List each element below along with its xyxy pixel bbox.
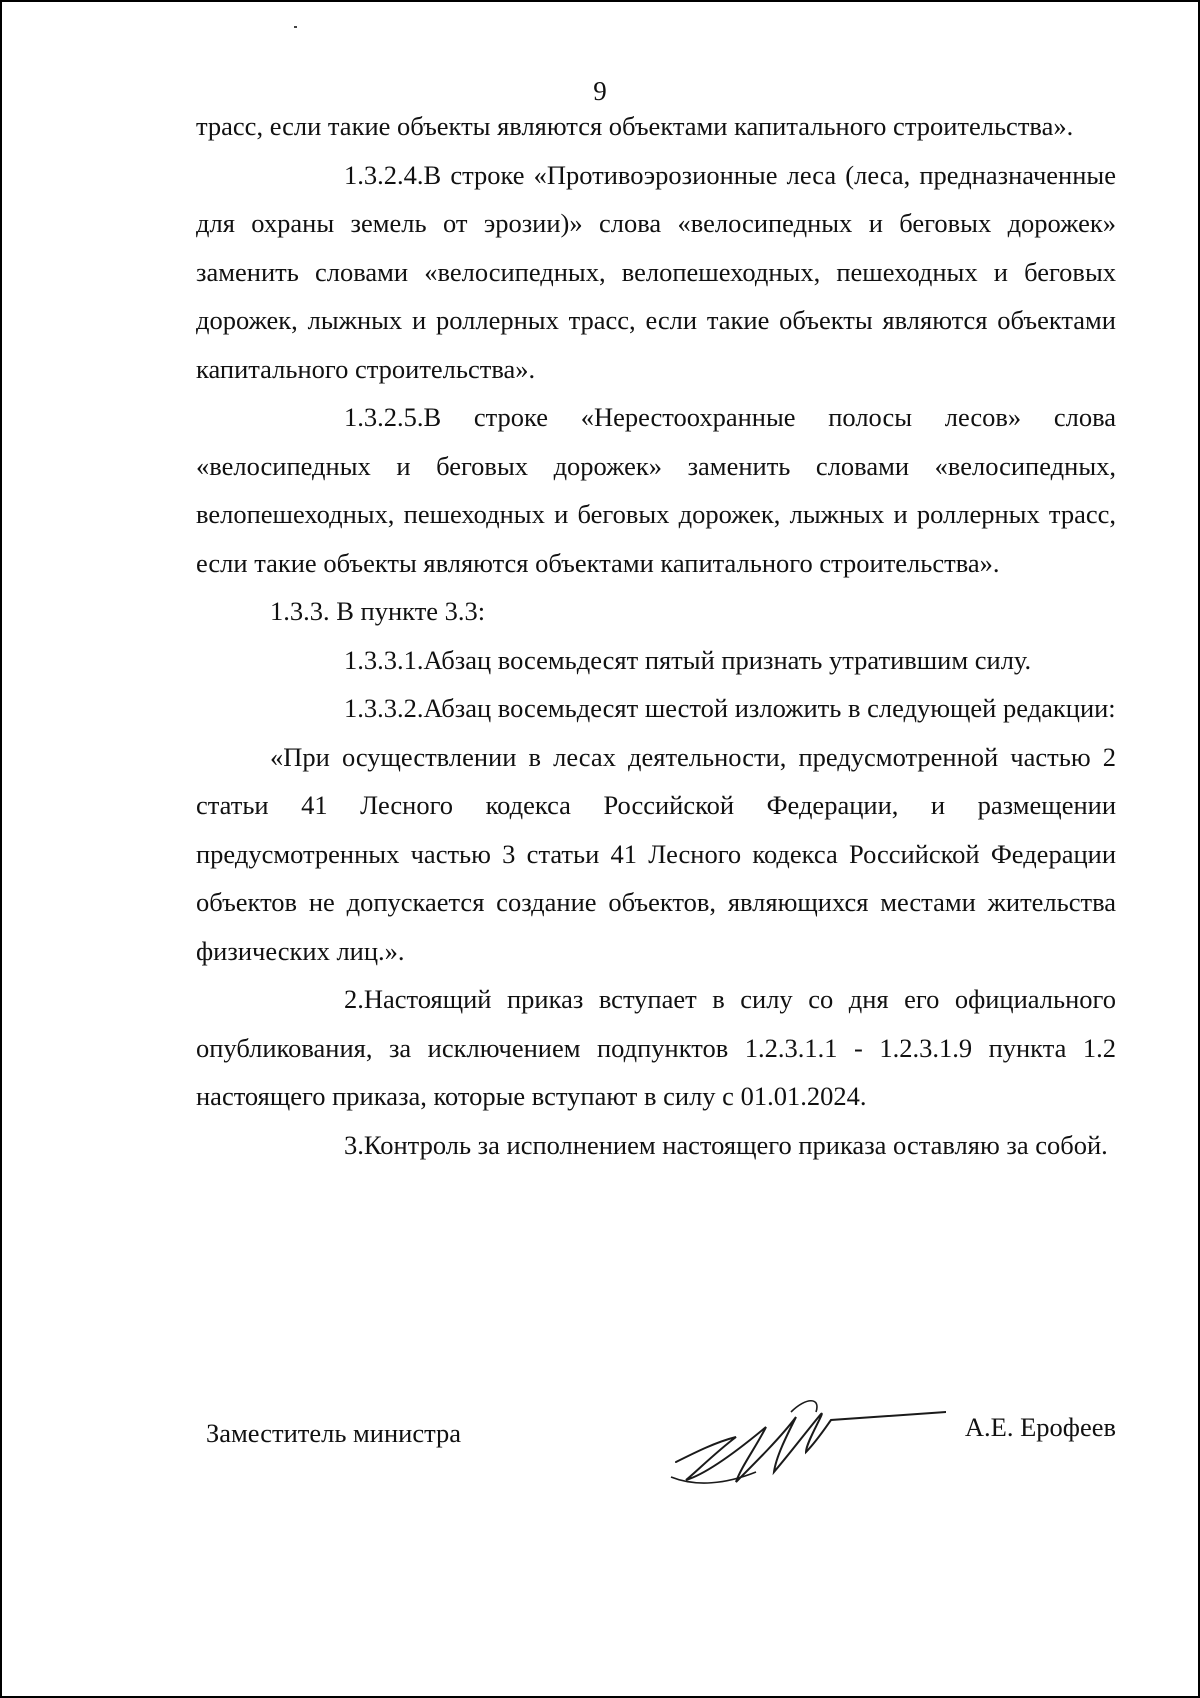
clause-number: 3. <box>344 1129 364 1160</box>
clause-1-3-3-1 <box>196 636 1116 685</box>
clause-number: 1.3.3.1. <box>344 644 424 675</box>
clause-number: 1.3.3.2. <box>344 693 424 723</box>
clause-number: 2. <box>344 984 364 1014</box>
clause-3 <box>196 1121 1116 1170</box>
signatory-title: Заместитель министра <box>206 1418 462 1448</box>
clause-text: Абзац восемьдесят шестой изложить в следующей редакции: <box>423 693 1116 723</box>
clause-text: Абзац восемьдесят пятый признать утратившим силу. <box>423 644 1032 675</box>
clause-2 <box>196 975 1116 1121</box>
quoted-amendment: «При осуществлении в лесах деятельности, предусмотренной частью 2 статьи 41 Лесного кодекса Российской Федерации, и размещении предусмотренных частью 3 статьи 41 Лесного кодекса Российской Федерации объектов не допускается создание объектов, являющихся местами жительства физических лиц.». <box>196 741 1116 966</box>
document-body <box>196 102 1116 1169</box>
clause-number: 1.3.2.4. <box>344 159 424 190</box>
clause-text: Контроль за исполнением настоящего приказа оставляю за собой. <box>363 1129 1108 1160</box>
clause-text: В строке «Противоэрозионные леса (леса, предназначенные для охраны земель от эрозии)» слова «велосипедных и беговых дорожек» заменить словами «велосипедных, велопешеходных, пешеходных и беговых дорожек, лыжных и роллерных трасс, если такие объекты являются объектами капитального строительства». <box>196 159 1116 384</box>
clause-number: 1.3.2.5. <box>344 402 424 432</box>
clause-1-3-2-4 <box>196 151 1116 394</box>
paragraph-continuation: трасс, если такие объекты являются объектами капитального строительства». <box>196 111 1074 141</box>
clause-1-3-3-2 <box>196 684 1116 733</box>
scan-speck <box>294 26 297 28</box>
page-number: 9 <box>593 76 607 106</box>
handwritten-signature <box>656 1392 946 1492</box>
clause-text: В строке «Нерестоохранные полосы лесов» слова «велосипедных и беговых дорожек» заменить словами «велосипедных, велопешеходных, пешеходных и беговых дорожек, лыжных и роллерных трасс, если такие объекты являются объектами капитального строительства». <box>196 402 1116 578</box>
clause-text: Настоящий приказ вступает в силу со дня его официального опубликования, за исключением подпунктов 1.2.3.1.1 - 1.2.3.1.9 пункта 1.2 настоящего приказа, которые вступают в силу с 01.01.2024. <box>196 984 1116 1111</box>
signatory-name: А.Е. Ерофеев <box>964 1412 1116 1442</box>
signature-block <box>196 1402 1116 1492</box>
clause-1-3-2-5 <box>196 393 1116 587</box>
clause-1-3-3: 1.3.3. В пункте 3.3: <box>270 596 486 626</box>
